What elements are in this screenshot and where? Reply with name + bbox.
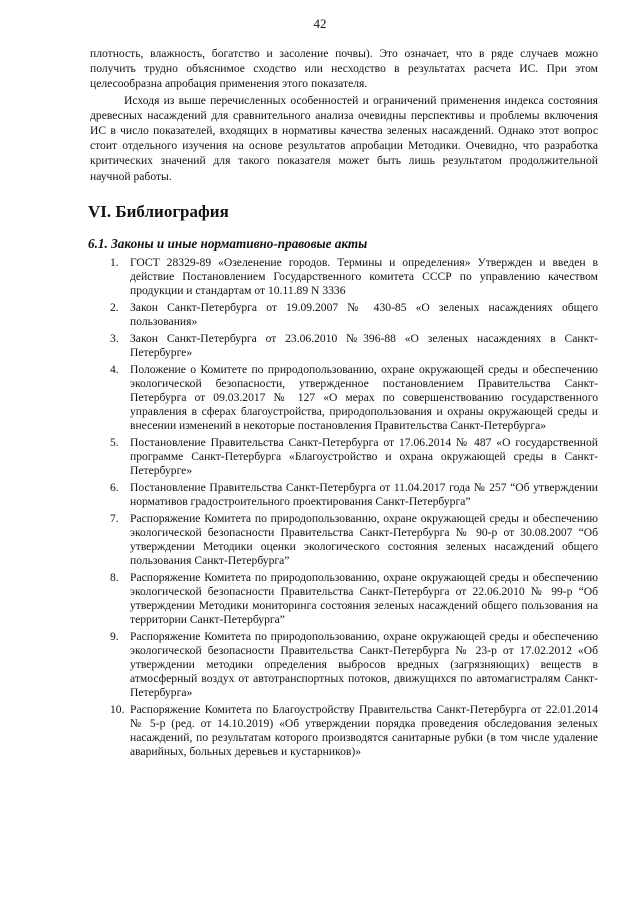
bibliography-item <box>90 256 598 298</box>
item-text: Постановление Правительства Санкт-Петербурга от 11.04.2017 года № 257 “Об утверждении нормативов градостроительного проектирования Санкт-Петербурга” <box>130 480 598 508</box>
item-number: 10. <box>110 702 125 716</box>
item-text: Распоряжение Комитета по природопользованию, охране окружающей среды и обеспечению экологической безопасности Правительства Санкт-Петербурга № 90-р от 30.08.2007 “Об утверждении Методики оценки экологического состояния зеленых насаждений общего пользования Санкт-Петербурга” <box>130 511 598 567</box>
bibliography-item <box>90 481 598 509</box>
item-number: 4. <box>110 362 119 376</box>
item-text: ГОСТ 28329-89 «Озеленение городов. Термины и определения» Утвержден и введен в действие Постановлением Государственного комитета СССР по управлению качеством продукции и стандартам от 10.11.89 N 3336 <box>130 255 598 297</box>
item-number: 2. <box>110 300 119 314</box>
item-text: Закон Санкт-Петербурга от 19.09.2007 № 430-85 «О зеленых насаждениях общего пользования» <box>130 300 598 328</box>
bibliography-item <box>90 436 598 478</box>
item-number: 1. <box>110 255 119 269</box>
bibliography-list <box>90 256 598 759</box>
subsection-heading: 6.1. Законы и иные нормативно-правовые акты <box>88 235 368 251</box>
item-text: Распоряжение Комитета по природопользованию, охране окружающей среды и обеспечению экологической безопасности Правительства Санкт-Петербурга № 23-р от 17.02.2012 «Об утверждении методики определения выбросов вредных (загрязняющих) веществ в атмосферный воздух от автотранспортных потоков, движущихся по автомагистралям Санкт-Петербурга» <box>130 629 598 699</box>
item-text: Постановление Правительства Санкт-Петербурга от 17.06.2014 № 487 «О государственной программе Санкт-Петербурга «Благоустройство и охрана окружающей среды в Санкт-Петербурге» <box>130 435 598 477</box>
section-heading: VI. Библиография <box>88 201 229 221</box>
item-number: 6. <box>110 480 119 494</box>
bibliography-item <box>90 630 598 700</box>
intro-paragraph-1: плотность, влажность, богатство и засоление почвы). Это означает, что в ряде случаев можно получить трудно объяснимое сходство или несходство в результатах расчета ИС. При этом целесообразна апробация применения этого показателя. <box>90 47 598 91</box>
item-number: 8. <box>110 570 119 584</box>
item-text: Положение о Комитете по природопользованию, охране окружающей среды и обеспечению экологической безопасности, утвержденное постановлением Правительства Санкт-Петербурга от 09.03.2017 № 127 «О мерах по совершенствованию государственного управления в сферах благоустройства, природопользования и охраны окружающей среды и внесении изменений в некоторые постановления Правительства Санкт-Петербурга» <box>130 362 598 432</box>
item-number: 5. <box>110 435 119 449</box>
bibliography-item <box>90 301 598 329</box>
bibliography-item <box>90 571 598 627</box>
item-number: 3. <box>110 331 119 345</box>
intro-paragraph-2: Исходя из выше перечисленных особенностей и ограничений применения индекса состояния древесных насаждений для сравнительного анализа очевидны перспективы и проблемы включения ИС в число показателей, входящих в нормативы качества зеленых насаждений. Однако этот вопрос стоит отдельного изучения на основе результатов апробации Методики. Очевидно, что разработка критических значений для такого показателя может быть лишь результатом продолжительной научной работы. <box>90 93 598 183</box>
bibliography-item <box>90 363 598 433</box>
document-body <box>90 46 598 762</box>
bibliography-item <box>90 512 598 568</box>
item-number: 7. <box>110 511 119 525</box>
bibliography-item <box>90 703 598 759</box>
page-number: 42 <box>313 16 327 31</box>
item-text: Закон Санкт-Петербурга от 23.06.2010 №396-88 «О зеленых насаждениях в Санкт-Петербурге» <box>130 331 598 359</box>
bibliography-item <box>90 332 598 360</box>
item-number: 9. <box>110 629 119 643</box>
item-text: Распоряжение Комитета по природопользованию, охране окружающей среды и обеспечению экологической безопасности Правительства Санкт-Петербурга от 22.06.2010 № 99-р “Об утверждении Методики мониторинга состояния зеленых насаждений общего пользования на территории Санкт-Петербурга” <box>130 570 598 626</box>
item-text: Распоряжение Комитета по Благоустройству Правительства Санкт-Петербурга от 22.01.2014 № 5-р (ред. от 14.10.2019) «Об утверждении порядка проведения обследования зеленых насаждений, по результатам которого производятся санитарные рубки (в том числе удаление аварийных, больных деревьев и кустарников)» <box>130 702 598 758</box>
